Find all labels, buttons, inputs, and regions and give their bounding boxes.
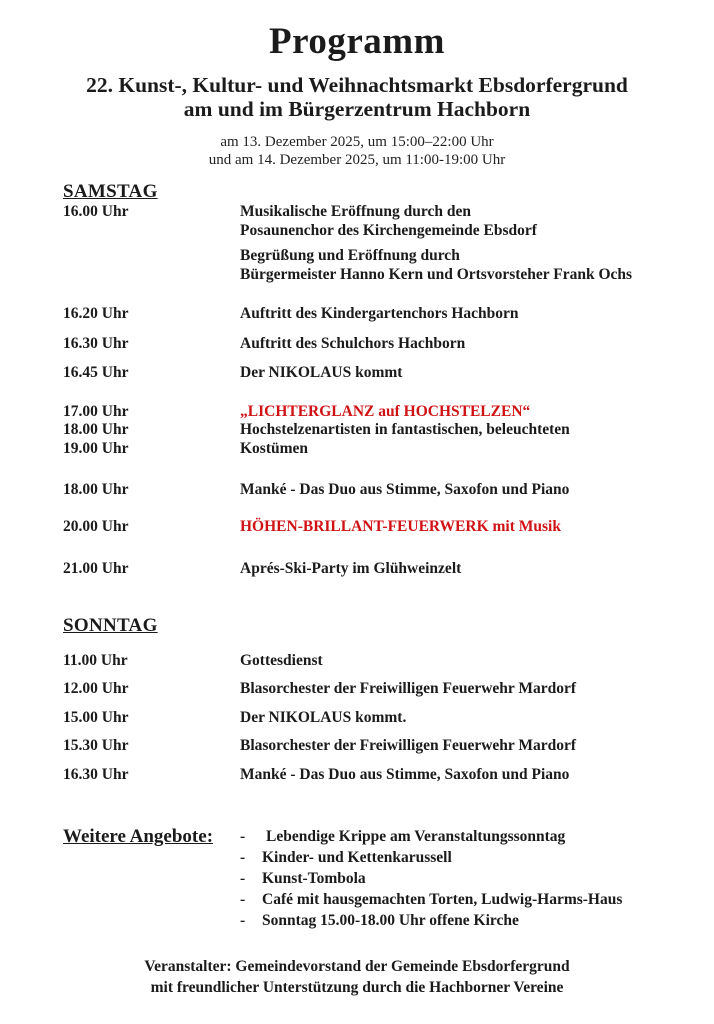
offer-item	[240, 910, 704, 931]
time-line: 16.00 Uhr	[63, 203, 129, 221]
event-line: Kostümen	[240, 439, 309, 457]
event-description	[240, 680, 704, 699]
schedule-row	[63, 305, 704, 324]
event-time	[63, 709, 240, 728]
event-line: Bürgermeister Hanno Kern und Ortsvorsteher Frank Ochs	[240, 265, 633, 283]
event-time	[63, 652, 240, 671]
section-sonntag	[0, 615, 714, 785]
event-line: Blasorchester der Freiwilligen Feuerwehr Mardorf	[240, 737, 577, 755]
event-description	[240, 518, 704, 537]
event-description	[240, 403, 704, 459]
time-line: 15.00 Uhr	[63, 708, 129, 726]
dash-bullet: -	[240, 828, 246, 846]
time-line: 20.00 Uhr	[63, 517, 129, 535]
footer-line-2: mit freundlicher Unterstützung durch die Hachborner Vereine	[150, 978, 564, 996]
dash-bullet: -	[240, 891, 246, 909]
event-time	[63, 335, 240, 354]
time-line: 16.30 Uhr	[63, 334, 129, 352]
samstag-heading: SAMSTAG	[63, 181, 158, 203]
event-description	[240, 709, 704, 728]
offer-text: Kinder- und Kettenkarussell	[262, 849, 452, 867]
offer-item	[240, 826, 704, 847]
schedule-row	[63, 203, 704, 240]
offer-item	[240, 868, 704, 889]
weitere-angebote-heading: Weitere Angebote:	[63, 826, 214, 848]
event-line: Auftritt des Schulchors Hachborn	[240, 334, 466, 352]
event-description	[240, 247, 704, 284]
offer-text: Sonntag 15.00-18.00 Uhr offene Kirche	[262, 912, 519, 930]
offer-item	[240, 889, 704, 910]
event-line: Musikalische Eröffnung durch den	[240, 203, 471, 221]
event-time	[63, 364, 240, 383]
event-dates	[0, 134, 714, 169]
page-title: Programm	[269, 21, 445, 62]
dash-bullet: -	[240, 912, 246, 930]
event-description	[240, 203, 704, 240]
schedule-row	[63, 560, 704, 579]
event-time	[63, 737, 240, 756]
event-description	[240, 481, 704, 500]
event-time	[63, 203, 240, 222]
event-line: Gottesdienst	[240, 651, 323, 669]
subtitle-line-1: 22. Kunst-, Kultur- und Weihnachtsmarkt Ebsdorfergrund	[86, 72, 628, 97]
event-time	[63, 680, 240, 699]
dash-bullet: -	[240, 849, 246, 867]
date-line-2: und am 14. Dezember 2025, um 11:00-19:00 Uhr	[208, 151, 506, 168]
time-line: 16.45 Uhr	[63, 364, 129, 382]
schedule-row	[63, 518, 704, 537]
event-description	[240, 652, 704, 671]
offer-text: Lebendige Krippe am Veranstaltungssonntag	[266, 828, 566, 846]
event-description	[240, 364, 704, 383]
time-line: 17.00 Uhr	[63, 402, 129, 420]
schedule-row	[63, 680, 704, 699]
schedule-row	[63, 737, 704, 756]
event-line-highlighted: „LICHTERGLANZ auf HOCHSTELZEN“	[240, 402, 531, 420]
event-description	[240, 335, 704, 354]
schedule-row	[63, 247, 704, 284]
event-line: Hochstelzenartisten in fantastischen, beleuchteten	[240, 421, 570, 439]
section-weitere-angebote	[0, 826, 714, 931]
schedule-row	[63, 335, 704, 354]
section-samstag	[0, 181, 714, 579]
offer-text: Café mit hausgemachten Torten, Ludwig-Harms-Haus	[262, 891, 623, 909]
event-time	[63, 560, 240, 579]
time-line: 19.00 Uhr	[63, 439, 129, 457]
event-description	[240, 560, 704, 579]
time-line: 12.00 Uhr	[63, 680, 129, 698]
sonntag-heading: SONNTAG	[63, 614, 158, 636]
date-line-1: am 13. Dezember 2025, um 15:00–22:00 Uhr	[220, 133, 494, 150]
schedule-row	[63, 709, 704, 728]
event-description	[240, 766, 704, 785]
event-time	[63, 518, 240, 537]
event-description	[240, 737, 704, 756]
offer-text: Kunst-Tombola	[262, 870, 366, 888]
time-line: 11.00 Uhr	[63, 651, 128, 669]
subtitle	[0, 73, 714, 121]
time-line: 18.00 Uhr	[63, 421, 129, 439]
event-line: Manké - Das Duo aus Stimme, Saxofon und Piano	[240, 765, 570, 783]
time-line: 16.30 Uhr	[63, 765, 129, 783]
schedule-row	[63, 364, 704, 383]
event-line: Blasorchester der Freiwilligen Feuerwehr Mardorf	[240, 680, 577, 698]
event-time	[63, 305, 240, 324]
schedule-row	[63, 481, 704, 500]
event-description	[240, 305, 704, 324]
dash-bullet: -	[240, 870, 246, 888]
event-line: Aprés-Ski-Party im Glühweinzelt	[240, 560, 462, 578]
schedule-row	[63, 652, 704, 671]
event-line: Der NIKOLAUS kommt.	[240, 708, 407, 726]
event-line: Posaunenchor des Kirchengemeinde Ebsdorf	[240, 221, 537, 239]
time-line: 15.30 Uhr	[63, 737, 129, 755]
offers-list	[240, 826, 704, 931]
offer-item	[240, 847, 704, 868]
schedule-row	[63, 403, 704, 459]
event-line: Manké - Das Duo aus Stimme, Saxofon und Piano	[240, 481, 570, 499]
event-time	[63, 481, 240, 500]
event-line: Der NIKOLAUS kommt	[240, 364, 403, 382]
time-line: 16.20 Uhr	[63, 305, 129, 323]
event-time	[63, 403, 240, 459]
event-line: Auftritt des Kindergartenchors Hachborn	[240, 305, 519, 323]
event-line: Begrüßung und Eröffnung durch	[240, 247, 460, 265]
schedule-row	[63, 766, 704, 785]
event-line-highlighted: HÖHEN-BRILLANT-FEUERWERK mit Musik	[240, 517, 561, 535]
event-time	[63, 766, 240, 785]
time-line: 18.00 Uhr	[63, 481, 129, 499]
time-line: 21.00 Uhr	[63, 560, 129, 578]
organizer-footer	[0, 957, 714, 998]
footer-line-1: Veranstalter: Gemeindevorstand der Gemeinde Ebsdorfergrund	[144, 958, 570, 976]
subtitle-line-2: am und im Bürgerzentrum Hachborn	[183, 96, 531, 121]
